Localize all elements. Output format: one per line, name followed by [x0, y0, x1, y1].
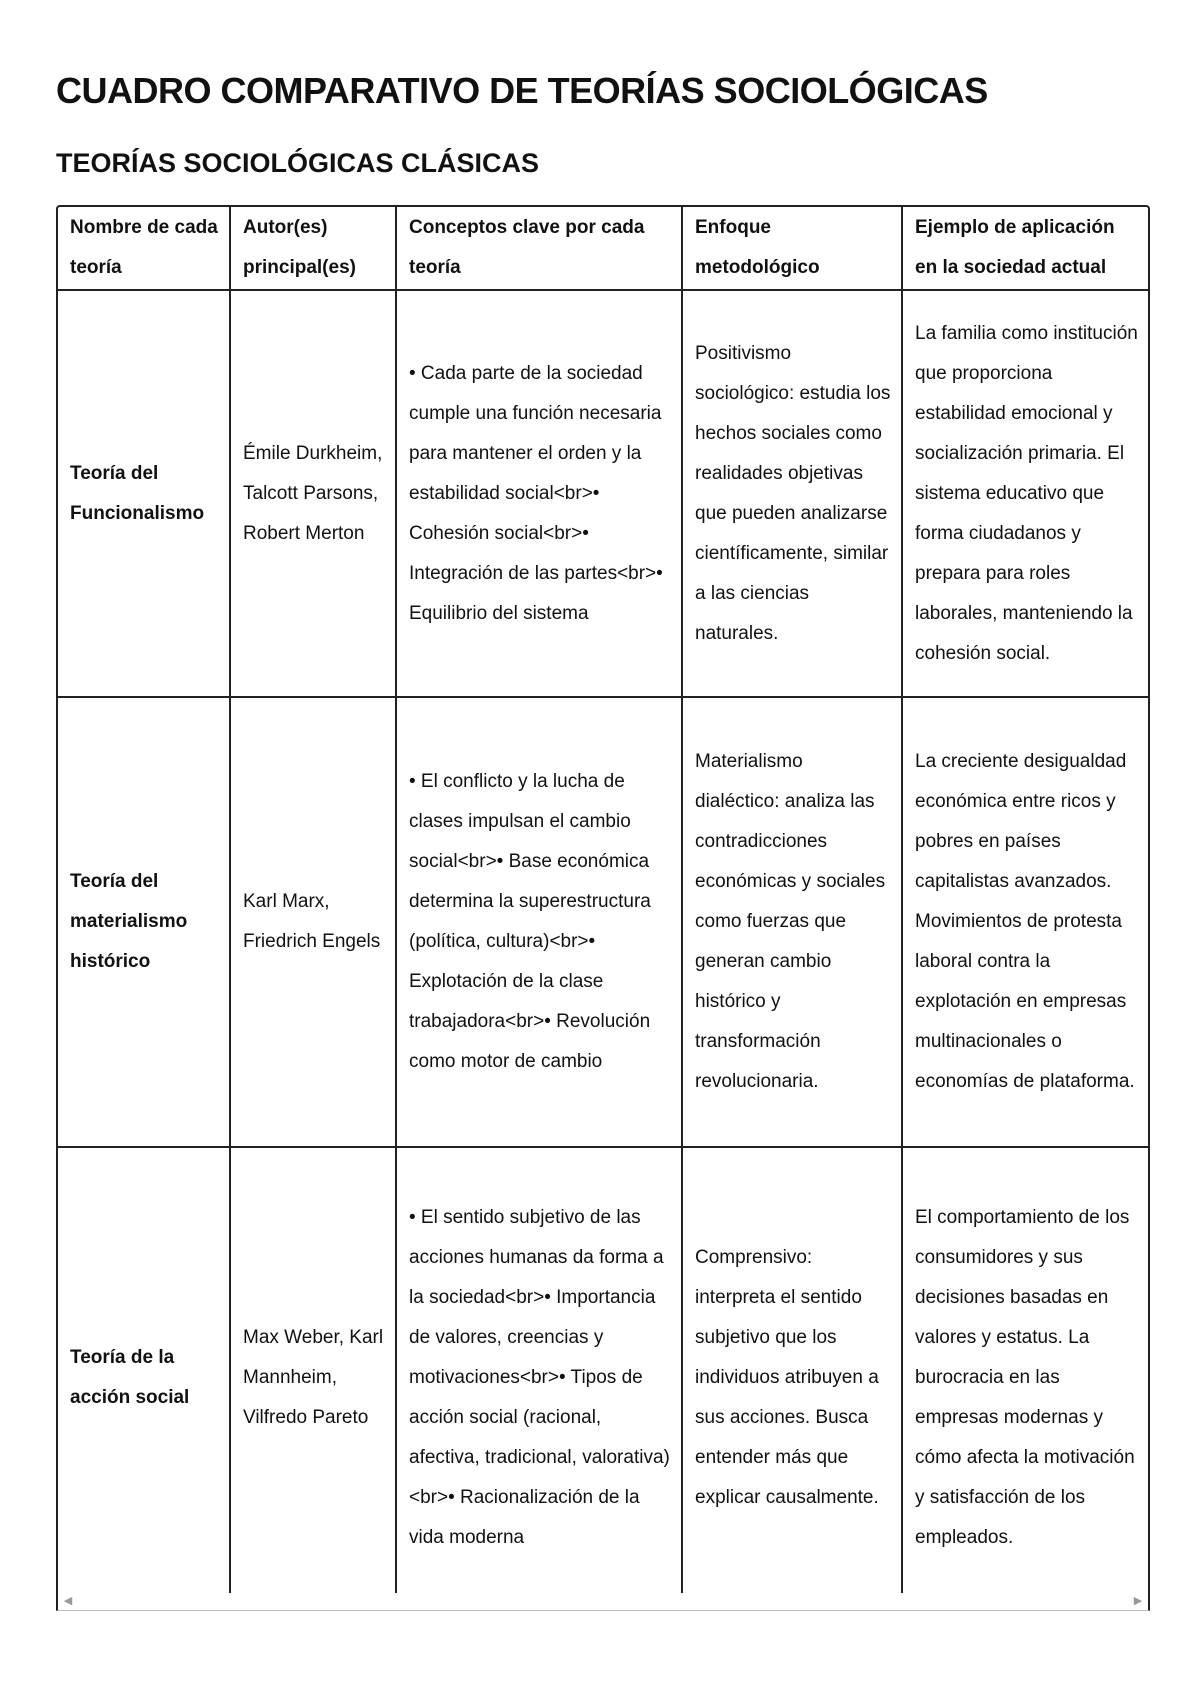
cell-example: El comportamiento de los consumidores y sus decisiones basadas en valores y estatus. La burocracia en las empresas modernas y cómo afecta la motivación y satisfacción de los empleados. [915, 1207, 1135, 1548]
chevron-left-icon[interactable]: ◀ [63, 1595, 73, 1607]
header-key-concepts: Conceptos clave por cada teoría [396, 207, 682, 290]
page-title: CUADRO COMPARATIVO DE TEORÍAS SOCIOLÓGICAS [56, 70, 988, 111]
cell-theory-name: Teoría del Funcionalismo [58, 290, 230, 697]
cell-methodology: Positivismo sociológico: estudia los hechos sociales como realidades objetivas que pueden analizarse científicamente, similar a las ciencias naturales. [682, 290, 902, 697]
table-scroll-container[interactable] [56, 205, 1150, 1603]
cell-example: La familia como institución que proporciona estabilidad emocional y socialización primaria. El sistema educativo que forma ciudadanos y prepara para roles laborales, manteniendo la cohesión social. [902, 290, 1150, 697]
scrollbar-track[interactable] [78, 1599, 1128, 1603]
comparison-table [58, 207, 1150, 1603]
cell-authors: Max Weber, Karl Mannheim, Vilfredo Pareto [230, 1147, 396, 1603]
cell-authors: Émile Durkheim, Talcott Parsons, Robert Merton [230, 290, 396, 697]
header-methodology: Enfoque metodológico [682, 207, 902, 290]
chevron-right-icon[interactable]: ▶ [1133, 1595, 1143, 1607]
section-title: TEORÍAS SOCIOLÓGICAS CLÁSICAS [56, 148, 540, 178]
cell-authors: Karl Marx, Friedrich Engels [230, 697, 396, 1147]
cell-theory-name: Teoría de la acción social [58, 1147, 230, 1603]
table-row [58, 290, 1150, 697]
header-authors: Autor(es) principal(es) [230, 207, 396, 290]
table-header-row [58, 207, 1150, 290]
cell-methodology: Comprensivo: interpreta el sentido subjetivo que los individuos atribuyen a sus acciones. Busca entender más que explicar causalmente. [682, 1147, 902, 1603]
cell-key-concepts: • El sentido subjetivo de las acciones humanas da forma a la sociedad<br>• Importancia de valores, creencias y motivaciones<br>• Tipos de acción social (racional, afectiva, tradicional, valorativa)<br>• Racionalización de la vida moderna [396, 1147, 682, 1603]
cell-example: La creciente desigualdad económica entre ricos y pobres en países capitalistas avanzados. Movimientos de protesta laboral contra la explotación en empresas multinacionales o economías de plataforma. [902, 697, 1150, 1147]
horizontal-scrollbar[interactable] [56, 1593, 1150, 1611]
table-row [58, 697, 1150, 1147]
header-example: Ejemplo de aplicación en la sociedad actual [902, 207, 1150, 290]
table-row [58, 1147, 1150, 1603]
cell-key-concepts: • El conflicto y la lucha de clases impulsan el cambio social<br>• Base económica determina la superestructura (política, cultura)<br>• Explotación de la clase trabajadora<br>• Revolución como motor de cambio [396, 697, 682, 1147]
cell-methodology: Materialismo dialéctico: analiza las contradicciones económicas y sociales como fuerzas que generan cambio histórico y transformación revolucionaria. [682, 697, 902, 1147]
cell-key-concepts: • Cada parte de la sociedad cumple una función necesaria para mantener el orden y la estabilidad social<br>• Cohesión social<br>• Integración de las partes<br>• Equilibrio del sistema [396, 290, 682, 697]
header-theory-name: Nombre de cada teoría [58, 207, 230, 290]
cell-theory-name: Teoría del materialismo histórico [58, 697, 230, 1147]
